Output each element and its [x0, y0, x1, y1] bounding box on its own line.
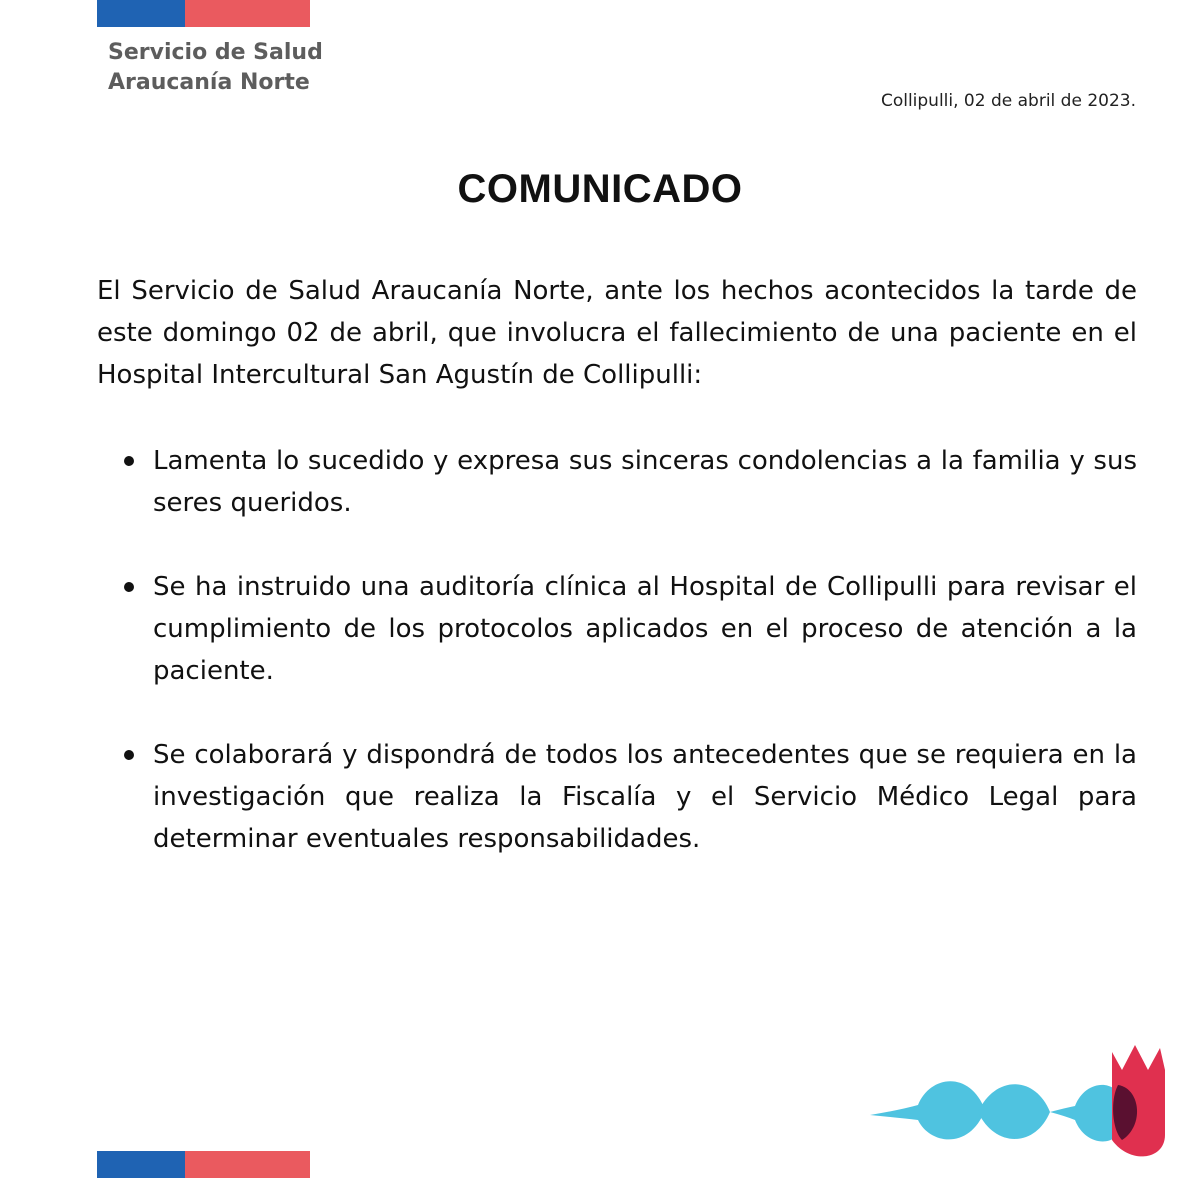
list-item [153, 566, 1137, 692]
list-item-text: Se ha instruido una auditoría clínica al Hospital de Collipulli para revisar el cumplimiento de los protocolos aplicados en el proceso de atención a la paciente. [153, 572, 1137, 686]
list-item [153, 440, 1137, 524]
bullet-icon [124, 750, 134, 760]
organization-name [108, 38, 323, 98]
intro-paragraph: El Servicio de Salud Araucanía Norte, ante los hechos acontecidos la tarde de este domingo 02 de abril, que involucra el fallecimiento de una paciente en el Hospital Intercultural San Agustín de Collipulli: [97, 276, 1137, 390]
bottom-brand-bar [97, 1151, 310, 1178]
brand-bar-red [185, 1151, 310, 1178]
statement-body [97, 270, 1137, 902]
list-item-text: Lamenta lo sucedido y expresa sus sinceras condolencias a la familia y sus seres queridos. [153, 446, 1137, 518]
org-name-line2: Araucanía Norte [108, 70, 310, 95]
decorative-wave-logo-icon [860, 1040, 1180, 1170]
list-item [153, 734, 1137, 860]
list-item-text: Se colaborará y dispondrá de todos los antecedentes que se requiera en la investigación que realiza la Fiscalía y el Servicio Médico Legal para determinar eventuales responsabilidades. [153, 740, 1137, 854]
page-title: COMUNICADO [457, 167, 743, 211]
bullet-icon [124, 456, 134, 466]
brand-bar-blue [97, 1151, 185, 1178]
document-date: Collipulli, 02 de abril de 2023. [880, 91, 1136, 111]
brand-bar-red [185, 0, 310, 27]
bullet-icon [124, 582, 134, 592]
brand-bar-blue [97, 0, 185, 27]
top-brand-bar [97, 0, 310, 27]
statement-points [97, 440, 1137, 860]
org-name-line1: Servicio de Salud [108, 40, 323, 65]
